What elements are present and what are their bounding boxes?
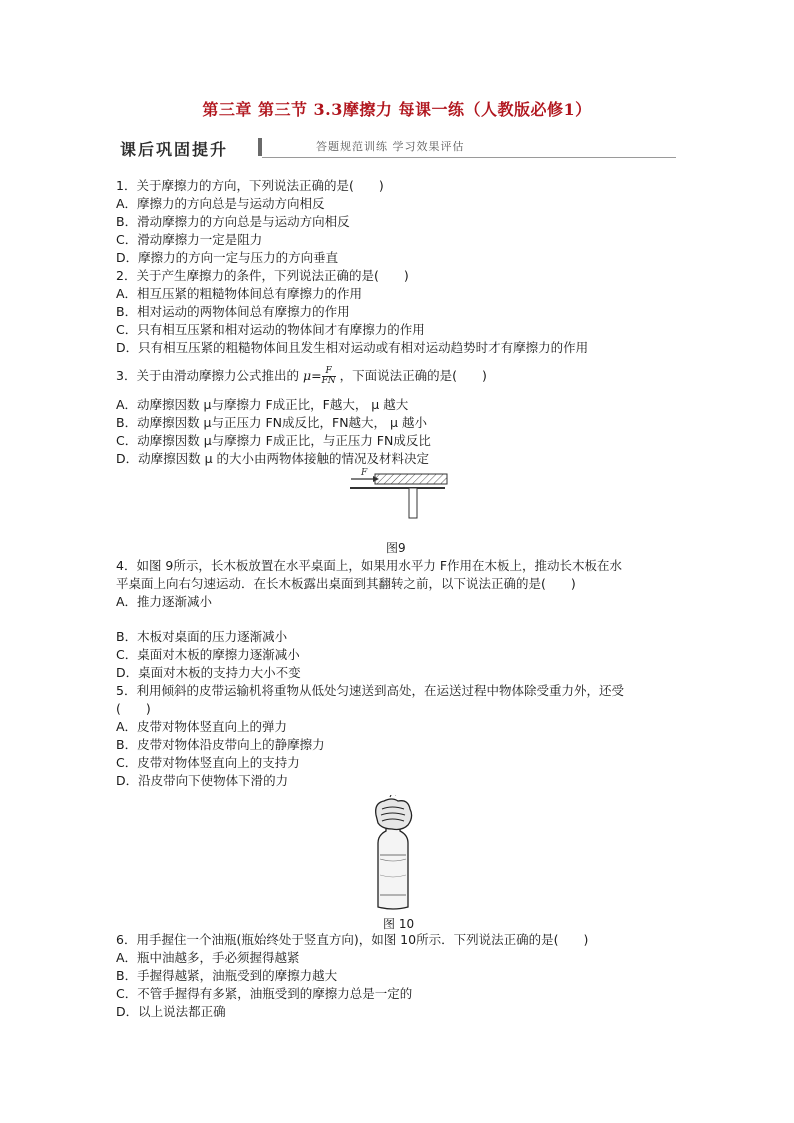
q3-stem-pre: 3．关于由滑动摩擦力公式推出的 (116, 368, 299, 383)
q2-option-a: A．相互压紧的粗糙物体间总有摩擦力的作用 (116, 286, 363, 301)
q6-option-c: C．不管手握得有多紧，油瓶受到的摩擦力总是一定的 (116, 986, 413, 1001)
q6-option-d: D．以上说法都正确 (116, 1004, 226, 1019)
q5-option-d: D．沿皮带向下使物体下滑的力 (116, 773, 289, 788)
q1-option-b: B．滑动摩擦力的方向总是与运动方向相反 (116, 214, 350, 229)
page-title: 第三章 第三节 3.3摩擦力 每课一练（人教版必修1） (202, 100, 592, 119)
q2-option-c: C．只有相互压紧和相对运动的物体间才有摩擦力的作用 (116, 322, 425, 337)
q1-stem: 1．关于摩擦力的方向，下列说法正确的是( ) (116, 178, 384, 193)
q5-stem-line1: 5．利用倾斜的皮带运输机将重物从低处匀速送到高处，在运送过程中物体除受重力外，还受 (116, 683, 624, 698)
banner-divider (258, 138, 262, 156)
fraction-denominator: FN (321, 376, 336, 386)
q5-option-c: C．皮带对物体竖直向上的支持力 (116, 755, 300, 770)
q3-option-c: C．动摩擦因数 μ与摩擦力 F成正比，与正压力 FN成反比 (116, 433, 431, 448)
q3-option-a: A．动摩擦因数 μ与摩擦力 F成正比，F越大， μ 越大 (116, 397, 409, 412)
figure-9-caption: 图9 (386, 541, 406, 555)
mu-formula (303, 367, 336, 386)
q1-option-a: A．摩擦力的方向总是与运动方向相反 (116, 196, 325, 211)
q3-stem-post: ，下面说法正确的是( ) (339, 368, 487, 383)
q3-option-d: D．动摩擦因数 μ 的大小由两物体接触的情况及材料决定 (116, 451, 430, 466)
wooden-board (375, 474, 447, 484)
q5-option-b: B．皮带对物体沿皮带向上的静摩擦力 (116, 737, 325, 752)
q6-option-a: A．瓶中油越多，手必须握得越紧 (116, 950, 300, 965)
figure-10-caption: 图 10 (383, 917, 415, 931)
banner-subtitle: 答题规范训练 学习效果评估 (316, 140, 465, 153)
fraction-numerator: F (322, 367, 336, 377)
q1-option-c: C．滑动摩擦力一定是阻力 (116, 232, 263, 247)
q2-option-d: D．只有相互压紧的粗糙物体间且发生相对运动或有相对运动趋势时才有摩擦力的作用 (116, 340, 589, 355)
formula-fraction (322, 367, 336, 386)
q4-option-d: D．桌面对木板的支持力大小不变 (116, 665, 301, 680)
q3-stem (116, 367, 487, 386)
mu-symbol: μ= (302, 368, 322, 383)
q6-stem: 6．用手握住一个油瓶(瓶始终处于竖直方向)，如图 10所示．下列说法正确的是( ) (116, 932, 589, 947)
q3-option-b: B．动摩擦因数 μ与正压力 FN成反比，FN越大， μ 越小 (116, 415, 427, 430)
hand (376, 799, 412, 830)
figure-9-diagram (345, 466, 455, 522)
q4-option-b: B．木板对桌面的压力逐渐减小 (116, 629, 288, 644)
banner-underline (262, 157, 676, 158)
q5-option-a: A．皮带对物体竖直向上的弹力 (116, 719, 288, 734)
q1-option-d: D．摩擦力的方向一定与压力的方向垂直 (116, 250, 339, 265)
q4-option-c: C．桌面对木板的摩擦力逐渐减小 (116, 647, 300, 662)
section-banner (116, 136, 676, 158)
q4-stem-line1: 4．如图 9所示，长木板放置在水平桌面上，如果用水平力 F作用在木板上，推动长木板在水 (116, 558, 623, 573)
banner-title: 课后巩固提升 (120, 140, 229, 159)
q6-option-b: B．手握得越紧，油瓶受到的摩擦力越大 (116, 968, 338, 983)
q5-stem-line2: ( ) (116, 701, 151, 716)
q2-option-b: B．相对运动的两物体间总有摩擦力的作用 (116, 304, 350, 319)
table-leg (409, 488, 417, 518)
force-label: F (361, 468, 368, 478)
q2-stem: 2．关于产生摩擦力的条件，下列说法正确的是( ) (116, 268, 409, 283)
q4-option-a: A．推力逐渐减小 (116, 594, 213, 609)
q4-stem-line2: 平桌面上向右匀速运动．在长木板露出桌面到其翻转之前，以下说法正确的是( ) (116, 576, 576, 591)
figure-10-illustration (368, 795, 420, 913)
